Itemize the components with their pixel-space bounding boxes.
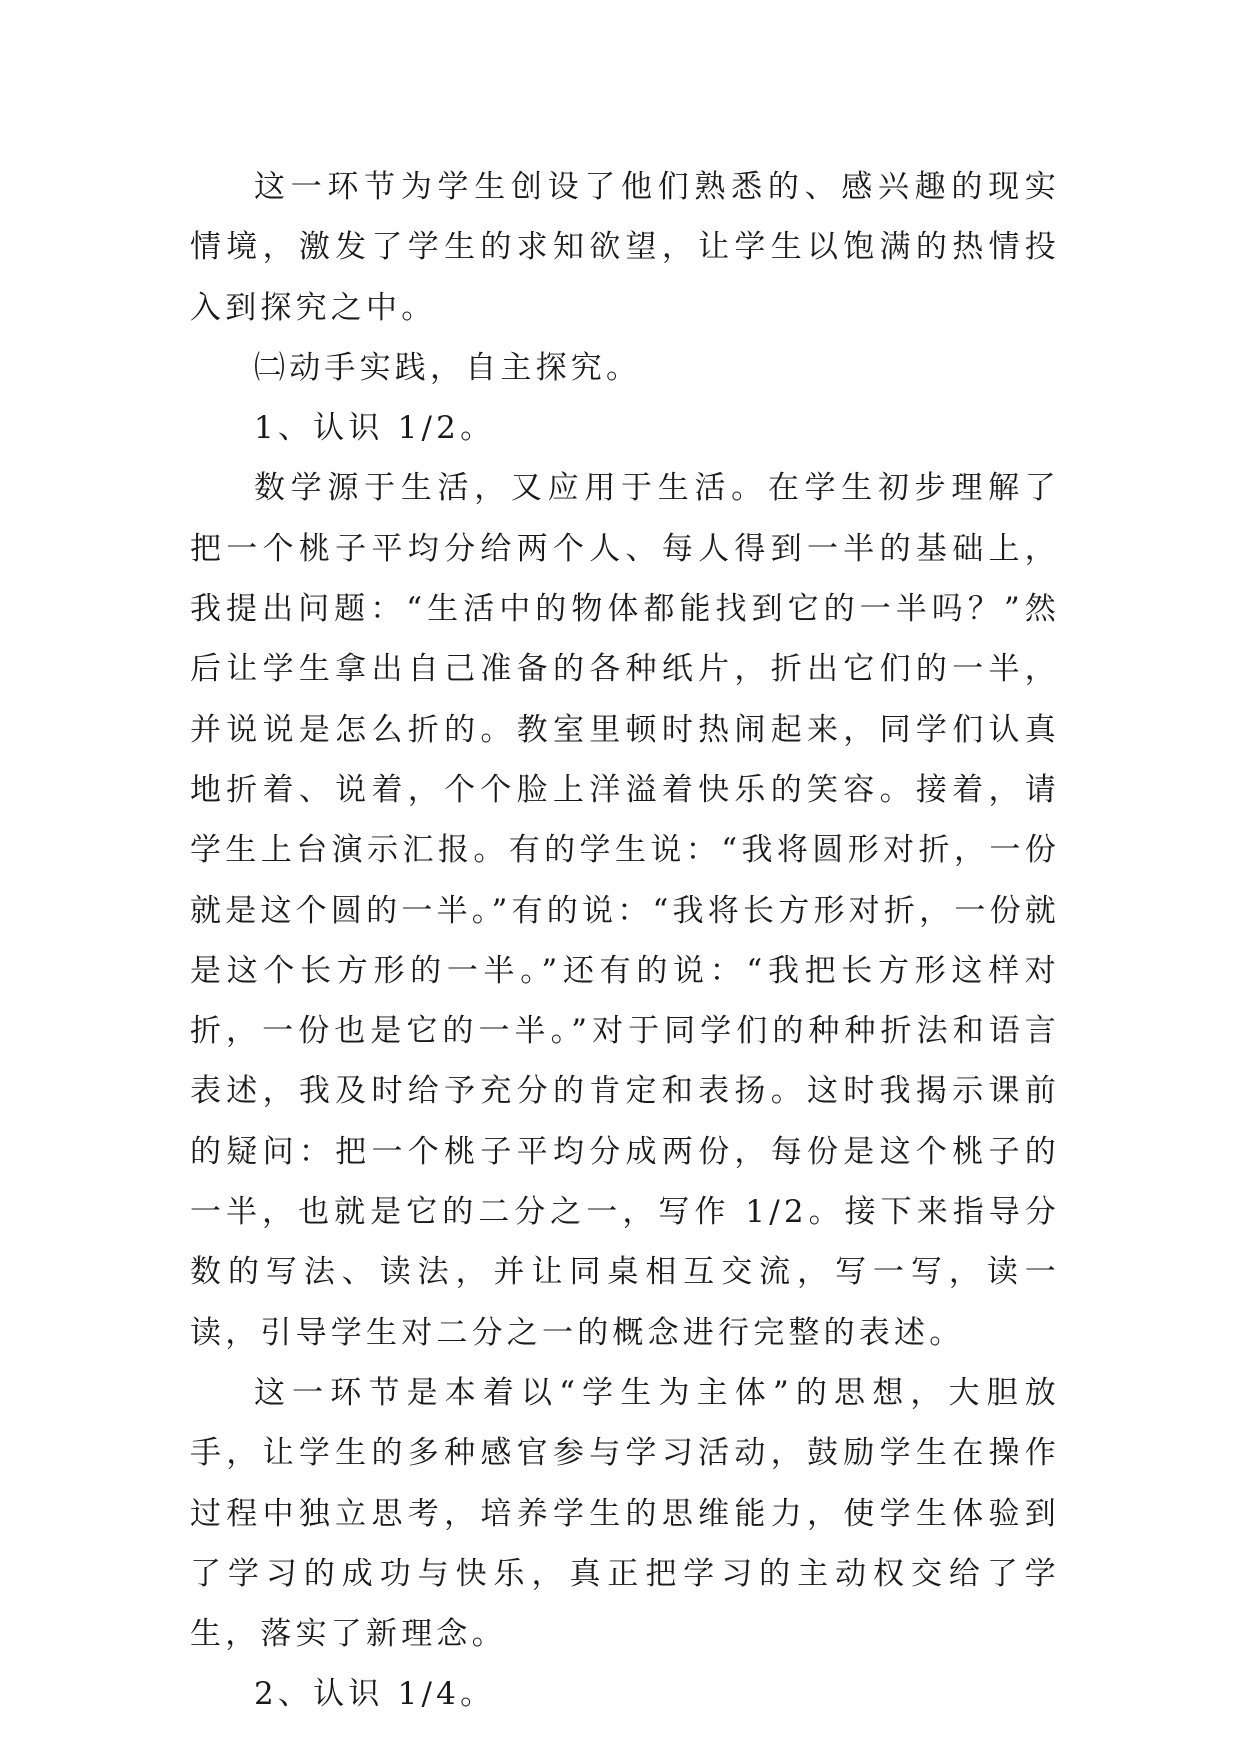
paragraph-reflection: 这一环节是本着以“学生为主体”的思想，大胆放手，让学生的多种感官参与学习活动，鼓励学生在操作过程中独立思考，培养学生的思维能力，使学生体验到了学习的成功与快乐，真正把学习的主动权交给了学生，落实了新理念。 [190,1374,1060,1653]
section-heading-hands-on: ㈡动手实践，自主探究。 [254,349,642,386]
paragraph-intro-summary: 这一环节为学生创设了他们熟悉的、感兴趣的现实情境，激发了学生的求知欲望，让学生以饱满的热情投入到探究之中。 [190,169,1060,326]
document-page [190,157,1060,1725]
paragraph-folding-activity: 数学源于生活，又应用于生活。在学生初步理解了把一个桃子平均分给两个人、每人得到一半的基础上，我提出问题：“生活中的物体都能找到它的一半吗？”然后让学生拿出自己准备的各种纸片，折出它们的一半，并说说是怎么折的。教室里顿时热闹起来，同学们认真地折着、说着，个个脸上洋溢着快乐的笑容。接着，请学生上台演示汇报。有的学生说：“我将圆形对折，一份就是这个圆的一半。”有的说：“我将长方形对折，一份就是这个长方形的一半。”还有的说：“我把长方形这样对折，一份也是它的一半。”对于同学们的种种折法和语言表述，我及时给予充分的肯定和表扬。这时我揭示课前的疑问：把一个桃子平均分成两份，每份是这个桃子的一半，也就是它的二分之一，写作 1/2。接下来指导分数的写法、读法，并让同桌相互交流，写一写，读一读，引导学生对二分之一的概念进行完整的表述。 [190,470,1060,1351]
subheading-know-half: 1、认识 1/2。 [254,410,496,447]
subheading-know-quarter: 2、认识 1/4。 [254,1676,496,1713]
